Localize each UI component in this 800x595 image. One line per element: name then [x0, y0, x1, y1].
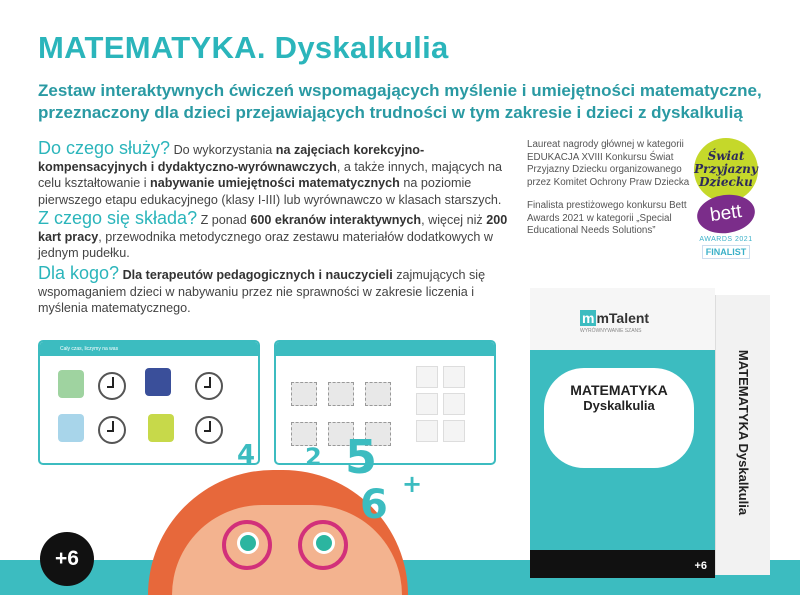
- duck-card: [443, 420, 465, 442]
- bold-text: 200 kart pracy: [38, 213, 508, 244]
- clock-icon: [98, 416, 126, 444]
- text: , przewodnika metodycznego oraz zestawu materiałów dodatkowych w jednym pudełku.: [38, 229, 494, 260]
- bold-text: na zajęciach korekcyjno-kompensacyjnych i dydaktyczno-wyrównawczych: [38, 143, 425, 174]
- number-6: 6: [360, 482, 388, 528]
- screen-title-bar: Cały czas, liczymy na was: [40, 342, 258, 356]
- eye-icon: [237, 532, 259, 554]
- award-text-swiat: Laureat nagrody głównej w kategorii EDUKACJA XVIII Konkursu Świat Przyjazny Dziecku organizowanego przez Komitet Ochrony Praw Dziecka: [527, 139, 690, 188]
- clock-icon: [98, 372, 126, 400]
- screen-title-bar: [276, 342, 494, 356]
- box-subtitle: Dyskalkulia: [583, 398, 655, 413]
- section-heading: Dla kogo?: [38, 263, 120, 283]
- text: , a także innych, mających na celu kształtowanie i: [38, 159, 503, 190]
- bold-text: nabywanie umiejętności matematycznych: [150, 176, 400, 190]
- bold-text: Dla terapeutów pedagogicznych i nauczycieli: [122, 268, 393, 282]
- text: na poziomie pierwszego etapu edukacyjnego (klasy I-III) lub wyrównawczo w klasach starszych.: [38, 176, 502, 207]
- section-audience: [38, 265, 508, 317]
- bold-text: 600 ekranów interaktywnych: [250, 213, 422, 227]
- section-purpose: [38, 140, 508, 208]
- text: zajmujących się wspomaganiem dzieci w nabywaniu przez nie sprawności w zakresie liczenia i myślenia matematycznego.: [38, 268, 486, 315]
- text: Z ponad: [197, 213, 251, 227]
- child-image: [148, 414, 174, 442]
- product-box-side: [715, 295, 770, 575]
- duck-card: [416, 366, 438, 388]
- section-heading: Do czego służy?: [38, 138, 171, 158]
- box-brand: m mTalent: [582, 310, 650, 326]
- box-side-title: MATEMATYKA Dyskalkulia: [736, 349, 751, 516]
- number-4: 4: [237, 440, 256, 470]
- bett-logo: bett: [695, 191, 758, 237]
- text: , więcej niż: [421, 213, 487, 227]
- drop-slot: [328, 382, 354, 406]
- child-image: [58, 414, 84, 442]
- number-2: 2: [305, 443, 322, 471]
- duck-card: [443, 393, 465, 415]
- age-badge: +6: [40, 532, 94, 586]
- drop-slot: [291, 382, 317, 406]
- drop-slot: [365, 382, 391, 406]
- bett-awards-year: AWARDS 2021: [699, 236, 753, 243]
- plus-sign: +: [402, 470, 423, 498]
- section-contents: [38, 210, 508, 262]
- number-5: 5: [345, 430, 378, 484]
- duck-card: [416, 393, 438, 415]
- clock-icon: [195, 372, 223, 400]
- box-age: +6: [694, 560, 707, 572]
- box-title: MATEMATYKA: [570, 382, 668, 398]
- child-image: [58, 370, 84, 398]
- page-title: MATEMATYKA. Dyskalkulia: [38, 30, 449, 65]
- child-image: [145, 368, 171, 396]
- section-heading: Z czego się składa?: [38, 208, 198, 228]
- swiat-przyjazny-dziecku-logo: Świat Przyjazny Dziecku: [694, 138, 758, 202]
- box-tagline: WYRÓWNYWANIE SZANS: [580, 328, 642, 334]
- eye-icon: [313, 532, 335, 554]
- subtitle: Zestaw interaktywnych ćwiczeń wspomagających myślenie i umiejętności matematyczne, przeznaczony dla dzieci przejawiających trudności w tym zakresie i dzieci z dyskalkulią: [38, 81, 762, 122]
- screenshot-clocks: [38, 340, 260, 465]
- bett-finalist-badge: FINALIST: [702, 245, 750, 259]
- award-text-bett: Finalista prestiżowego konkursu Bett Awards 2021 w kategorii „Special Educational Needs Solutions”: [527, 200, 687, 236]
- product-box-front: [530, 288, 715, 578]
- duck-card: [416, 420, 438, 442]
- text: Do wykorzystania: [170, 143, 276, 157]
- duck-card: [443, 366, 465, 388]
- clock-icon: [195, 416, 223, 444]
